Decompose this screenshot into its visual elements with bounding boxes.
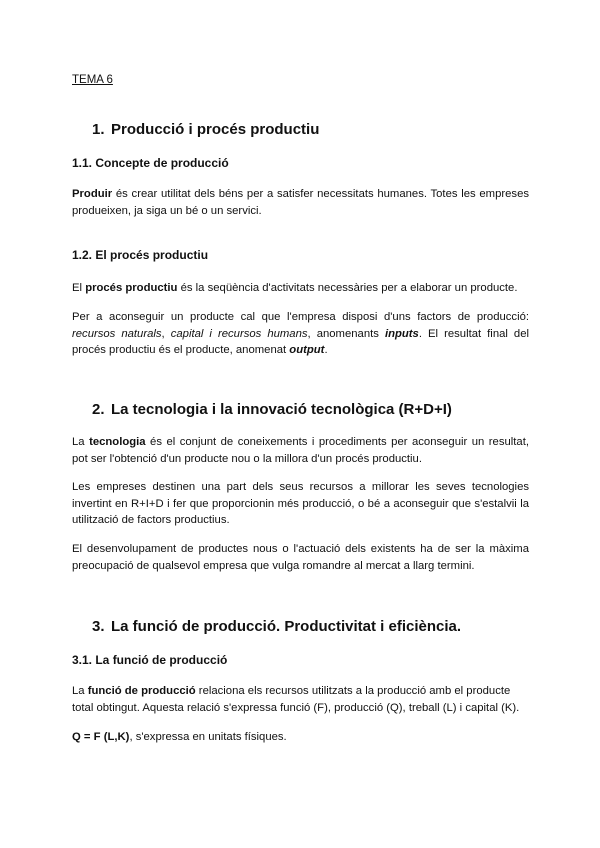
tema-label: TEMA 6 (72, 74, 113, 86)
paragraph-formula: Q = F (L,K), s'expressa en unitats físiques. (72, 731, 287, 743)
paragraph-proces-productiu: El procés productiu és la seqüència d'activitats necessàries per a elaborar un producte. (72, 282, 518, 294)
section-1-number: 1. (92, 121, 105, 138)
formula-q-f-lk: Q = F (L,K) (72, 731, 130, 743)
term-output: output (289, 344, 325, 356)
section-1-title: Producció i procés productiu (111, 121, 320, 138)
term-tecnologia: tecnologia (89, 436, 146, 448)
section-2-number: 2. (92, 401, 105, 418)
subsection-1-1-heading: 1.1. Concepte de producció (72, 156, 229, 170)
section-3-heading (92, 618, 461, 635)
term-funcio-produccio: funció de producció (87, 685, 196, 697)
term-proces-productiu: procés productiu (85, 282, 178, 294)
section-2-title: La tecnologia i la innovació tecnològica (R+D+I) (111, 401, 452, 418)
section-1-heading (92, 121, 319, 138)
subsection-1-2-heading: 1.2. El procés productiu (72, 248, 209, 262)
term-inputs: inputs (384, 327, 419, 340)
paragraph-desenvolupament: El desenvolupament de productes nous o l'actuació dels existents ha de ser la màxima preocupació de qualsevol empresa que vulga romandre al mercat a llarg termini. (72, 543, 529, 572)
section-3-number: 3. (92, 618, 105, 635)
term-produir: Produir (72, 188, 113, 200)
term-recursos-naturals: recursos naturals (72, 327, 162, 340)
paragraph-factors-produccio: Per a aconseguir un producte cal que l'empresa disposi d'uns factors de producció: recursos naturals, capital i recursos humans, anomenants inputs. El resultat final del procés productiu és el producte, anomenat output. (72, 311, 530, 356)
paragraph-tecnologia: La tecnologia és el conjunt de coneixements i procediments per aconseguir un resultat, pot ser l'obtenció d'un producte nou o la millora d'un procés productiu. (72, 436, 529, 465)
paragraph-produir: Produir és crear utilitat dels béns per a satisfer necessitats humanes. Totes les empreses produeixen, ja siga un bé o un servici. (72, 188, 529, 217)
section-3-title: La funció de producció. Productivitat i eficiència. (111, 618, 462, 635)
section-2-heading (92, 401, 452, 418)
paragraph-empreses-recursos: Les empreses destinen una part dels seus recursos a millorar les seves tecnologies invertint en R+I+D i fer que proporcionin més producció, o bé a aconseguir que s'estalvii la utilització de factors productius. (72, 481, 529, 526)
paragraph-funcio-produccio: La funció de producció relaciona els recursos utilitzats a la producció amb el producte total obtingut. Aquesta relació s'expressa funció (F), producció (Q), treball (L) i capital (K). (72, 685, 520, 714)
term-capital-recursos-humans: capital i recursos humans (170, 327, 308, 340)
subsection-3-1-heading: 3.1. La funció de producció (72, 653, 228, 667)
